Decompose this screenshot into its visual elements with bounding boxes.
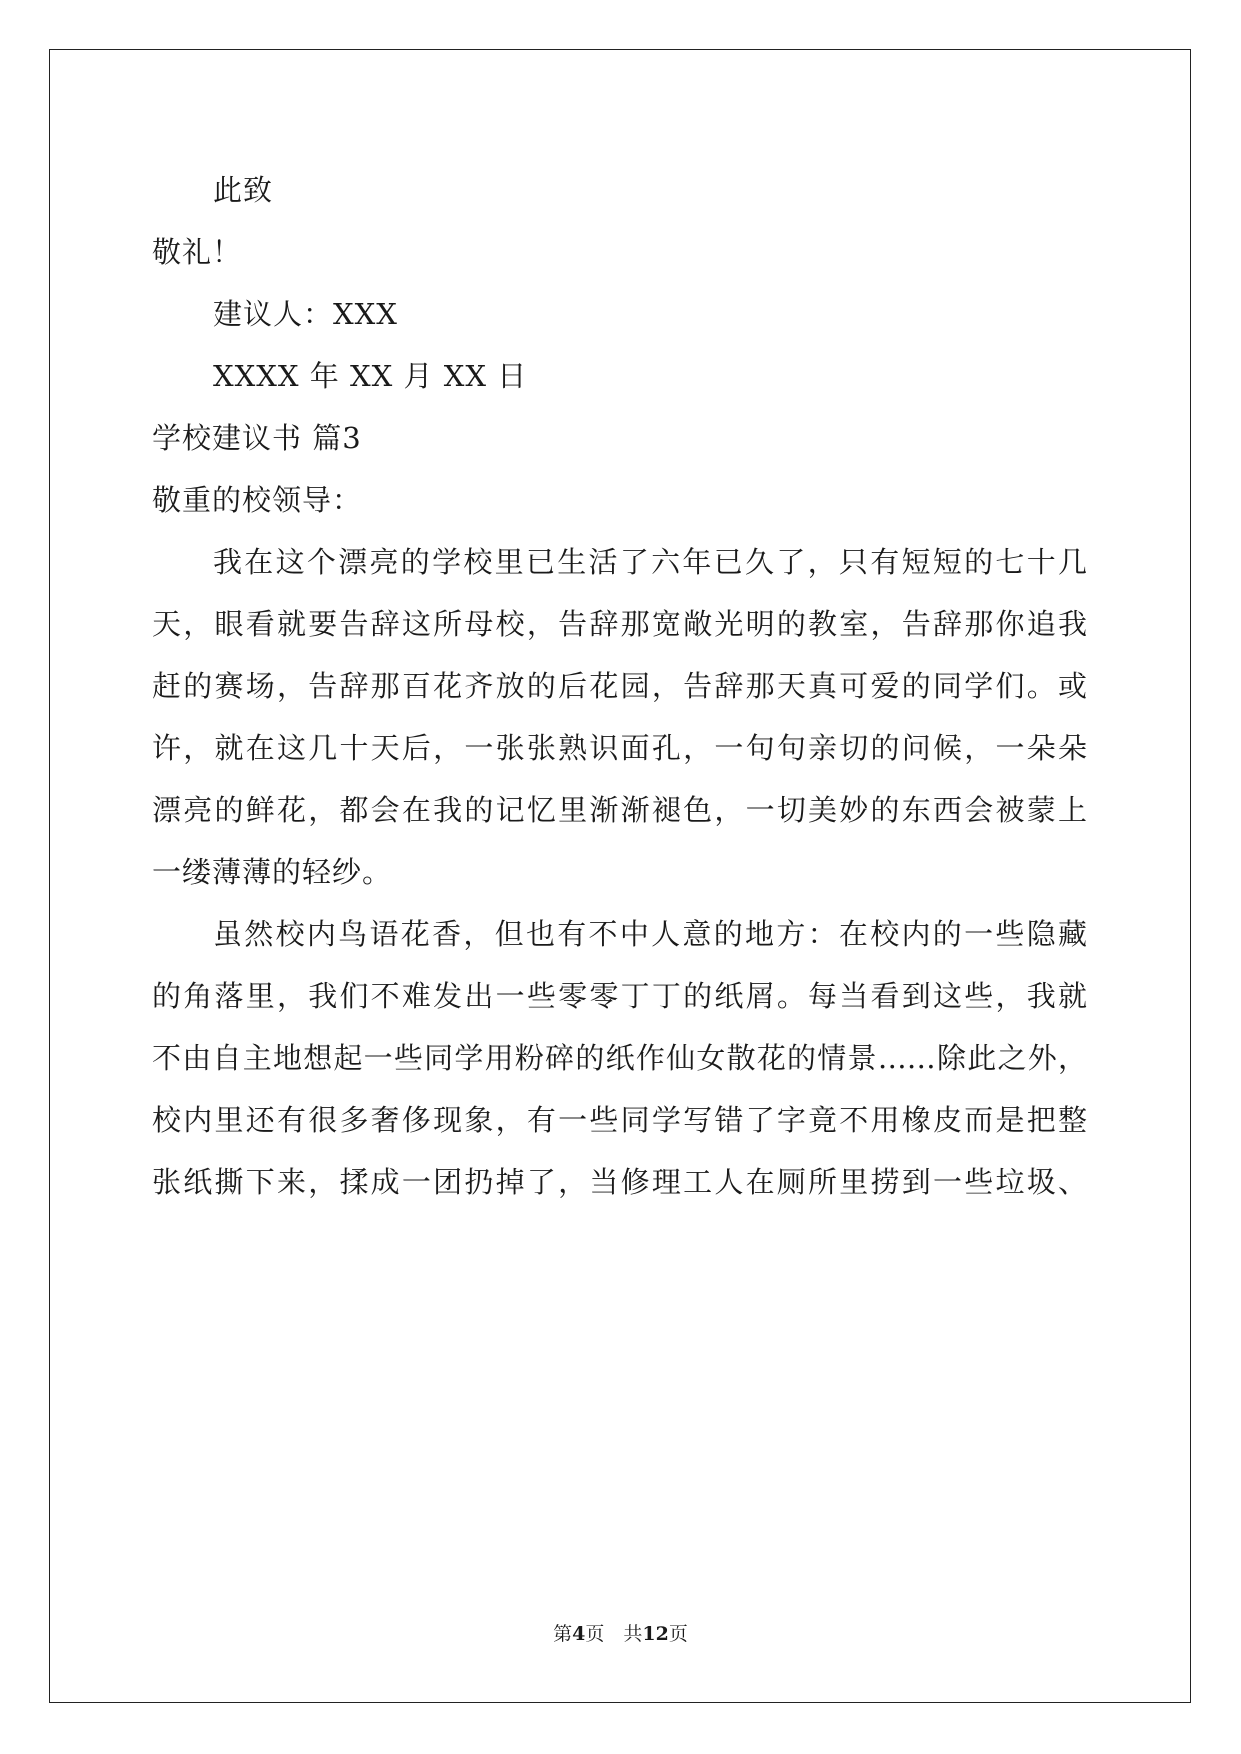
paragraph1-line: 赶的赛场，告辞那百花齐放的后花园，告辞那天真可爱的同学们。或 (152, 669, 1087, 703)
footer-middle: 页 共 (585, 1623, 643, 1645)
paragraph1-line: 我在这个漂亮的学校里已生活了六年已久了，只有短短的七十几 (213, 545, 1087, 579)
total-page-number: 12 (642, 1623, 669, 1645)
date-line: XXXX 年 XX 月 XX 日 (213, 359, 528, 393)
paragraph2-line: 虽然校内鸟语花香，但也有不中人意的地方：在校内的一些隐藏 (213, 917, 1087, 951)
paragraph1-line: 一缕薄薄的轻纱。 (152, 855, 393, 889)
greeting-line: 敬重的校领导： (152, 483, 363, 517)
signer-line: 建议人：XXX (213, 297, 398, 331)
paragraph2-line: 不由自主地想起一些同学用粉碎的纸作仙女散花的情景……除此之外， (152, 1041, 1087, 1075)
paragraph1-line: 许，就在这几十天后，一张张熟识面孔，一句句亲切的问候，一朵朵 (152, 731, 1087, 765)
section-title: 学校建议书 篇3 (152, 421, 362, 455)
footer-prefix: 第 (553, 1623, 573, 1645)
paragraph2-line: 校内里还有很多奢侈现象，有一些同学写错了字竟不用橡皮而是把整 (152, 1103, 1087, 1137)
paragraph1-line: 漂亮的鲜花，都会在我的记忆里渐渐褪色，一切美妙的东西会被蒙上 (152, 793, 1087, 827)
footer-suffix: 页 (668, 1623, 688, 1645)
closing-regards: 敬礼！ (152, 235, 243, 269)
closing-salutation: 此致 (213, 173, 274, 207)
page-number-footer (0, 1622, 1241, 1646)
current-page-number: 4 (572, 1623, 586, 1645)
paragraph2-line: 的角落里，我们不难发出一些零零丁丁的纸屑。每当看到这些，我就 (152, 979, 1087, 1013)
paragraph1-line: 天，眼看就要告辞这所母校，告辞那宽敞光明的教室，告辞那你追我 (152, 607, 1087, 641)
paragraph2-line: 张纸撕下来，揉成一团扔掉了，当修理工人在厕所里捞到一些垃圾、 (152, 1165, 1087, 1199)
